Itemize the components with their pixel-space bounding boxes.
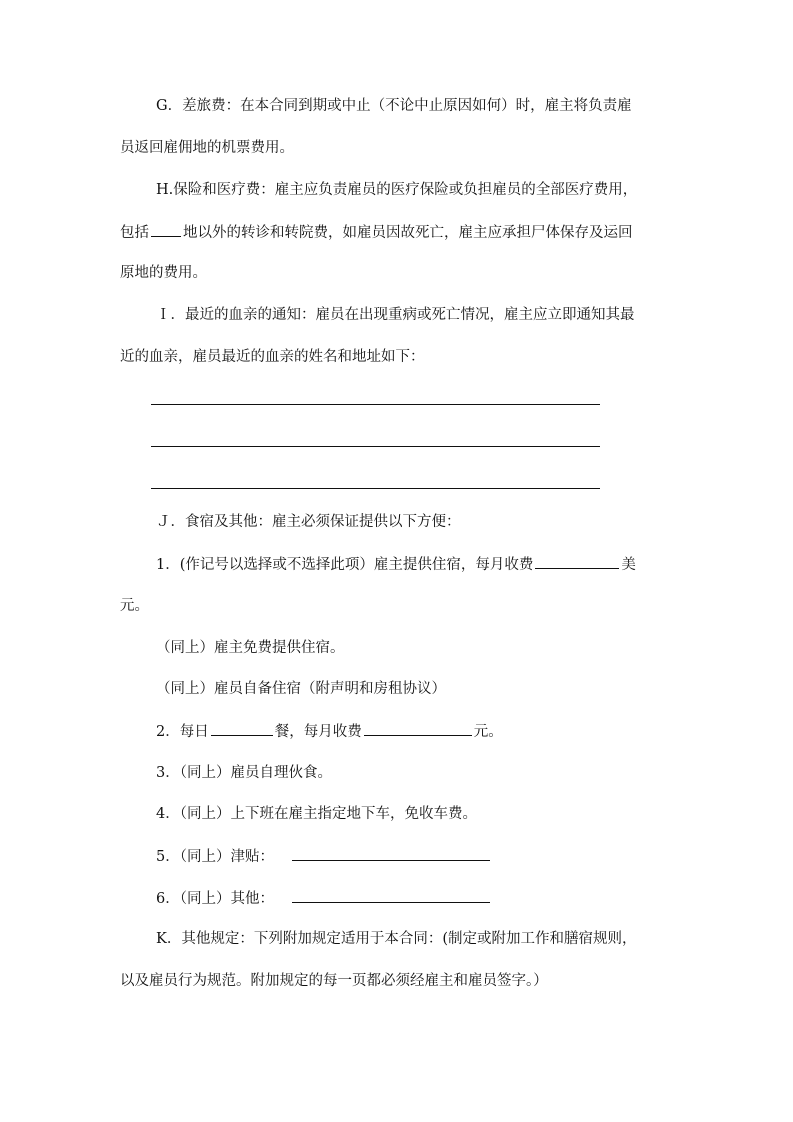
fill-in-blank-monthly-meal-fee[interactable] [364, 721, 472, 736]
section-g-line1: G．差旅费：在本合同到期或中止（不论中止原因如何）时，雇主将负责雇 [156, 98, 632, 114]
relative-info-line-2[interactable] [151, 446, 600, 447]
section-h-line2-after: 地以外的转诊和转院费，如雇员因故死亡，雇主应承担尸体保存及运回 [183, 225, 633, 241]
section-j-item6 [156, 888, 492, 909]
item2-text-a: 2．每日 [156, 724, 209, 740]
fill-in-blank-location[interactable] [151, 222, 181, 237]
item1-text-after: 美 [621, 557, 636, 573]
section-j-heading: Ｊ．食宿及其他：雇主必须保证提供以下方便： [156, 514, 461, 530]
section-h-line1: H.保险和医疗费：雇主应负责雇员的医疗保险或负担雇员的全部医疗费用， [156, 182, 638, 198]
section-i-line2: 近的血亲，雇员最近的血亲的姓名和地址如下： [120, 349, 425, 365]
section-j-same1: （同上）雇主免费提供住宿。 [156, 640, 345, 656]
item6-text: 6．（同上）其他： [156, 891, 274, 907]
section-k-line1: K．其他规定：下列附加规定适用于本合同：(制定或附加工作和膳宿规则， [156, 931, 637, 947]
section-j-item5 [156, 846, 492, 867]
section-g-line2: 员返回雇佣地的机票费用。 [120, 140, 294, 156]
section-h-line2 [120, 222, 633, 243]
item5-text: 5．（同上）津贴： [156, 849, 274, 865]
section-j-item4: 4．（同上）上下班在雇主指定地下车，免收车费。 [156, 806, 477, 822]
section-j-item1 [156, 554, 636, 575]
section-j-item1-cont: 元。 [120, 598, 149, 614]
section-j-same2: （同上）雇员自备住宿（附声明和房租协议） [156, 681, 446, 697]
section-j-item2 [156, 721, 503, 742]
relative-info-line-1[interactable] [151, 404, 600, 405]
section-h-line3: 原地的费用。 [120, 265, 207, 281]
fill-in-blank-monthly-housing-fee[interactable] [535, 554, 619, 569]
item2-text-b: 餐，每月收费 [274, 724, 362, 740]
item1-text-before: 1．(作记号以选择或不选择此项）雇主提供住宿，每月收费 [156, 557, 534, 573]
item2-text-c: 元。 [473, 724, 503, 740]
relative-info-line-3[interactable] [151, 488, 600, 489]
fill-in-blank-other[interactable] [292, 888, 490, 903]
section-i-line1: Ｉ．最近的血亲的通知：雇员在出现重病或死亡情况，雇主应立即通知其最 [156, 307, 635, 323]
fill-in-blank-meals-per-day[interactable] [211, 721, 273, 736]
section-k-line2: 以及雇员行为规范。附加规定的每一页都必须经雇主和雇员签字。） [120, 973, 548, 989]
section-j-item3: 3．（同上）雇员自理伙食。 [156, 765, 332, 781]
fill-in-blank-allowance[interactable] [292, 846, 490, 861]
section-h-line2-before: 包括 [120, 225, 149, 241]
